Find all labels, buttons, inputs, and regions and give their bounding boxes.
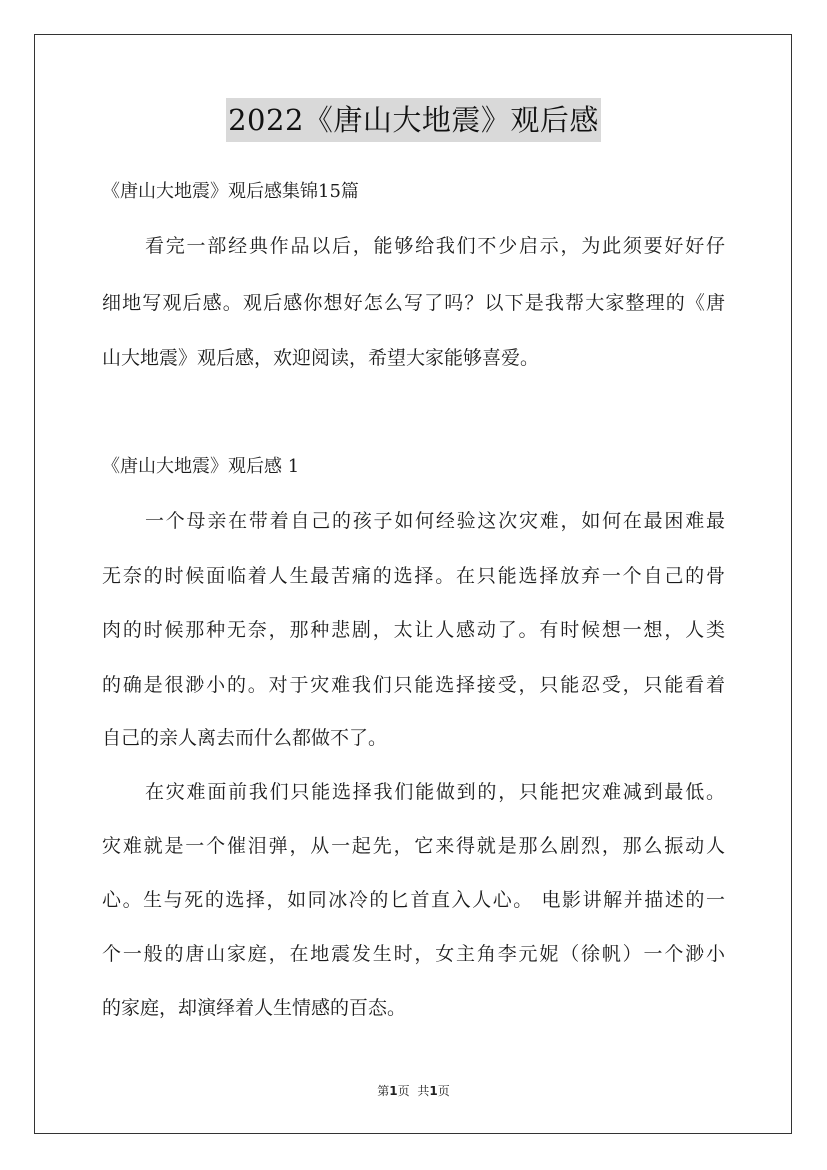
document-subtitle: 《唐山大地震》观后感集锦15篇	[102, 181, 359, 202]
paragraph-line: 一个母亲在带着自己的孩子如何经验这次灾难，如何在最困难最	[145, 510, 725, 532]
paragraph-line: 在灾难面前我们只能选择我们能做到的，只能把灾难减到最低。	[145, 781, 725, 803]
paragraph-line: 灾难就是一个催泪弹，从一起先，它来得就是那么剧烈，那么振动人	[102, 835, 725, 857]
total-pages: 1	[429, 1084, 438, 1098]
intro-line: 细地写观后感。观后感你想好怎么写了吗？以下是我帮大家整理的《唐	[102, 292, 725, 314]
intro-line: 看完一部经典作品以后，能够给我们不少启示，为此须要好好仔	[145, 235, 725, 257]
paragraph-line: 的家庭，却演绎着人生情感的百态。	[102, 997, 407, 1019]
paragraph-line: 心。生与死的选择，如同冰冷的匕首直入人心。 电影讲解并描述的一	[102, 889, 725, 911]
page-label: 第	[377, 1084, 390, 1098]
paragraph-line: 的确是很渺小的。对于灾难我们只能选择接受，只能忍受，只能看着	[102, 674, 725, 696]
page-number: 1	[389, 1084, 398, 1098]
paragraph-line: 自己的亲人离去而什么都做不了。	[102, 727, 388, 749]
total-suffix: 页	[437, 1084, 450, 1098]
section-heading: 《唐山大地震》观后感 1	[102, 456, 300, 477]
total-label: 共	[417, 1084, 430, 1098]
intro-line: 山大地震》观后感，欢迎阅读，希望大家能够喜爱。	[102, 347, 540, 369]
title-container	[0, 98, 827, 142]
paragraph-line: 无奈的时候面临着人生最苦痛的选择。在只能选择放弃一个自己的骨	[102, 565, 725, 587]
document-title: 2022《唐山大地震》观后感	[226, 98, 601, 142]
page-footer	[0, 1082, 827, 1100]
paragraph-line: 个一般的唐山家庭，在地震发生时，女主角李元妮（徐帆）一个渺小	[102, 943, 725, 965]
paragraph-line: 肉的时候那种无奈，那种悲剧，太让人感动了。有时候想一想，人类	[102, 619, 725, 641]
page-suffix: 页	[397, 1084, 410, 1098]
